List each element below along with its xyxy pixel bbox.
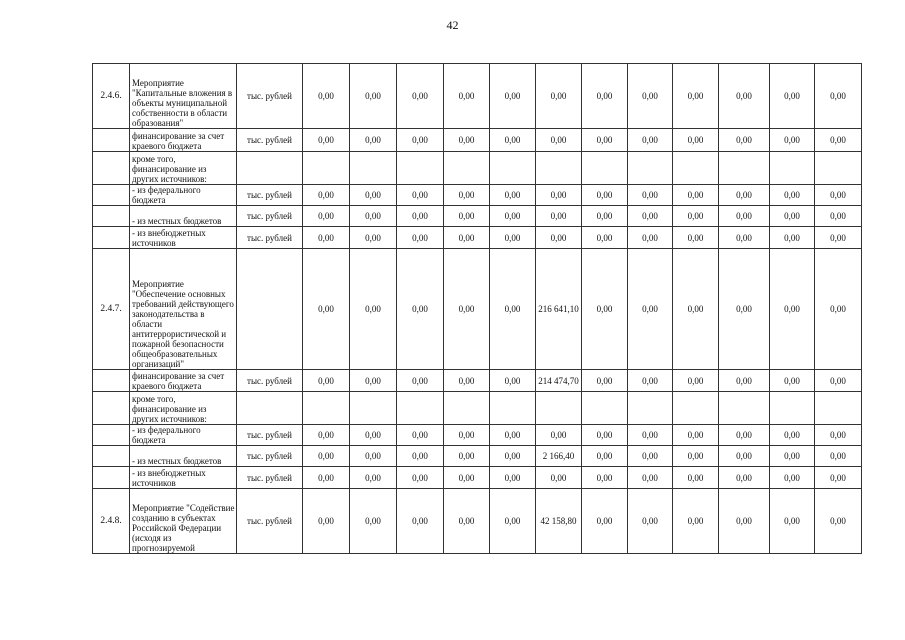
- row-name-cell: Мероприятие "Капитальные вложения в объекты муниципальной собственности в области образования": [130, 64, 237, 129]
- value-cell: 0,00: [490, 129, 536, 152]
- value-cell: 0,00: [397, 467, 444, 489]
- value-cell: 0,00: [444, 249, 490, 370]
- value-cell: 0,00: [673, 446, 719, 467]
- row-name-cell: - из федерального бюджета: [130, 185, 237, 206]
- value-cell: 0,00: [536, 206, 582, 227]
- value-cell: 42 158,80: [536, 489, 582, 554]
- row-name-cell: кроме того, финансирование из других источников:: [130, 152, 237, 185]
- row-unit-cell: тыс. рублей: [237, 227, 303, 249]
- value-cell: [536, 152, 582, 185]
- value-cell: 0,00: [490, 425, 536, 446]
- value-cell: [490, 392, 536, 425]
- value-cell: 0,00: [397, 206, 444, 227]
- value-cell: 0,00: [397, 425, 444, 446]
- value-cell: [303, 152, 350, 185]
- value-cell: 0,00: [303, 467, 350, 489]
- value-cell: 0,00: [582, 129, 628, 152]
- value-cell: 0,00: [490, 227, 536, 249]
- value-cell: 0,00: [815, 489, 862, 554]
- value-cell: 0,00: [582, 370, 628, 392]
- value-cell: 0,00: [582, 206, 628, 227]
- value-cell: 0,00: [628, 206, 673, 227]
- value-cell: 0,00: [303, 425, 350, 446]
- row-name-cell: Мероприятие "Содействие созданию в субъектах Российской Федерации (исходя из прогнозируемой: [130, 489, 237, 554]
- value-cell: 0,00: [303, 489, 350, 554]
- value-cell: 0,00: [815, 370, 862, 392]
- row-name-cell: кроме того, финансирование из других источников:: [130, 392, 237, 425]
- value-cell: [719, 392, 770, 425]
- value-cell: 0,00: [490, 489, 536, 554]
- value-cell: 0,00: [536, 467, 582, 489]
- value-cell: 0,00: [628, 185, 673, 206]
- value-cell: [350, 152, 397, 185]
- row-unit-cell: тыс. рублей: [237, 446, 303, 467]
- value-cell: 0,00: [444, 227, 490, 249]
- row-code-cell: [93, 152, 130, 185]
- row-code-cell: [93, 446, 130, 467]
- value-cell: [444, 392, 490, 425]
- value-cell: 0,00: [770, 185, 815, 206]
- value-cell: 0,00: [303, 370, 350, 392]
- value-cell: 0,00: [770, 227, 815, 249]
- value-cell: 0,00: [582, 227, 628, 249]
- value-cell: [397, 392, 444, 425]
- table-row: [93, 392, 862, 425]
- table-row: [93, 152, 862, 185]
- value-cell: 0,00: [490, 185, 536, 206]
- value-cell: 0,00: [536, 129, 582, 152]
- table-row: [93, 64, 862, 129]
- value-cell: 0,00: [770, 370, 815, 392]
- row-unit-cell: тыс. рублей: [237, 467, 303, 489]
- value-cell: 0,00: [628, 249, 673, 370]
- row-name-cell: - из внебюджетных источников: [130, 227, 237, 249]
- value-cell: 0,00: [628, 446, 673, 467]
- row-unit-cell: тыс. рублей: [237, 129, 303, 152]
- value-cell: [303, 392, 350, 425]
- row-unit-cell: тыс. рублей: [237, 206, 303, 227]
- value-cell: 0,00: [490, 446, 536, 467]
- row-name-cell: Мероприятие "Обеспечение основных требований действующего законодательства в области антитеррористической и пожарной безопасности общеобразовательных организаций": [130, 249, 237, 370]
- value-cell: 0,00: [303, 129, 350, 152]
- value-cell: 0,00: [673, 129, 719, 152]
- value-cell: 0,00: [444, 370, 490, 392]
- value-cell: 0,00: [770, 64, 815, 129]
- value-cell: 0,00: [490, 467, 536, 489]
- value-cell: 0,00: [303, 206, 350, 227]
- value-cell: 0,00: [397, 185, 444, 206]
- value-cell: 0,00: [719, 227, 770, 249]
- value-cell: 0,00: [444, 206, 490, 227]
- row-code-cell: [93, 129, 130, 152]
- value-cell: [815, 392, 862, 425]
- value-cell: [628, 152, 673, 185]
- table-row: [93, 446, 862, 467]
- value-cell: [770, 152, 815, 185]
- row-name-cell: - из федерального бюджета: [130, 425, 237, 446]
- value-cell: 0,00: [303, 64, 350, 129]
- value-cell: 0,00: [397, 489, 444, 554]
- row-code-cell: [93, 185, 130, 206]
- value-cell: [770, 392, 815, 425]
- value-cell: 0,00: [628, 64, 673, 129]
- value-cell: 0,00: [444, 489, 490, 554]
- row-code-cell: [93, 467, 130, 489]
- value-cell: [815, 152, 862, 185]
- value-cell: 0,00: [350, 425, 397, 446]
- value-cell: [719, 152, 770, 185]
- value-cell: 0,00: [397, 64, 444, 129]
- value-cell: 0,00: [536, 64, 582, 129]
- value-cell: 0,00: [815, 129, 862, 152]
- row-unit-cell: тыс. рублей: [237, 370, 303, 392]
- row-unit-cell: тыс. рублей: [237, 185, 303, 206]
- value-cell: 0,00: [770, 467, 815, 489]
- value-cell: 0,00: [628, 370, 673, 392]
- value-cell: 0,00: [350, 370, 397, 392]
- value-cell: 0,00: [350, 467, 397, 489]
- value-cell: 0,00: [444, 467, 490, 489]
- table-row: [93, 206, 862, 227]
- value-cell: 0,00: [628, 489, 673, 554]
- value-cell: [536, 392, 582, 425]
- value-cell: 0,00: [582, 185, 628, 206]
- value-cell: 0,00: [397, 446, 444, 467]
- value-cell: 0,00: [719, 370, 770, 392]
- value-cell: 0,00: [815, 446, 862, 467]
- value-cell: 0,00: [673, 370, 719, 392]
- row-code-cell: 2.4.6.: [93, 64, 130, 129]
- value-cell: 0,00: [582, 425, 628, 446]
- value-cell: [673, 152, 719, 185]
- value-cell: 0,00: [350, 489, 397, 554]
- value-cell: 0,00: [815, 206, 862, 227]
- row-code-cell: [93, 227, 130, 249]
- table-row: [93, 129, 862, 152]
- row-unit-cell: [237, 152, 303, 185]
- row-code-cell: [93, 425, 130, 446]
- budget-table: [92, 63, 862, 554]
- value-cell: 0,00: [719, 64, 770, 129]
- value-cell: [397, 152, 444, 185]
- value-cell: 0,00: [673, 249, 719, 370]
- row-unit-cell: тыс. рублей: [237, 489, 303, 554]
- value-cell: 0,00: [815, 425, 862, 446]
- value-cell: 0,00: [770, 425, 815, 446]
- row-unit-cell: [237, 392, 303, 425]
- table-row: [93, 370, 862, 392]
- value-cell: 0,00: [303, 446, 350, 467]
- row-unit-cell: тыс. рублей: [237, 64, 303, 129]
- value-cell: 0,00: [770, 129, 815, 152]
- value-cell: 0,00: [719, 206, 770, 227]
- row-code-cell: [93, 206, 130, 227]
- row-unit-cell: тыс. рублей: [237, 425, 303, 446]
- value-cell: 0,00: [815, 64, 862, 129]
- value-cell: 0,00: [719, 425, 770, 446]
- value-cell: 0,00: [815, 249, 862, 370]
- value-cell: 0,00: [444, 446, 490, 467]
- value-cell: 0,00: [719, 185, 770, 206]
- value-cell: 0,00: [673, 467, 719, 489]
- value-cell: 0,00: [673, 425, 719, 446]
- table-row: [93, 249, 862, 370]
- value-cell: 0,00: [673, 489, 719, 554]
- value-cell: 0,00: [350, 64, 397, 129]
- value-cell: 0,00: [628, 467, 673, 489]
- value-cell: 0,00: [719, 446, 770, 467]
- value-cell: 0,00: [303, 249, 350, 370]
- table-row: [93, 425, 862, 446]
- value-cell: 0,00: [350, 206, 397, 227]
- value-cell: 0,00: [673, 64, 719, 129]
- table-body: [93, 64, 862, 554]
- value-cell: 0,00: [536, 425, 582, 446]
- row-code-cell: 2.4.7.: [93, 249, 130, 370]
- value-cell: 0,00: [536, 185, 582, 206]
- table-row: [93, 185, 862, 206]
- value-cell: 0,00: [770, 206, 815, 227]
- value-cell: 2 166,40: [536, 446, 582, 467]
- row-name-cell: - из местных бюджетов: [130, 206, 237, 227]
- value-cell: 0,00: [582, 489, 628, 554]
- value-cell: 0,00: [582, 249, 628, 370]
- value-cell: [582, 392, 628, 425]
- value-cell: 0,00: [673, 227, 719, 249]
- value-cell: 0,00: [397, 249, 444, 370]
- table-row: [93, 489, 862, 554]
- table-row: [93, 467, 862, 489]
- value-cell: 0,00: [397, 129, 444, 152]
- value-cell: [350, 392, 397, 425]
- value-cell: 0,00: [582, 467, 628, 489]
- value-cell: 0,00: [815, 185, 862, 206]
- value-cell: 0,00: [719, 489, 770, 554]
- value-cell: 216 641,10: [536, 249, 582, 370]
- value-cell: 0,00: [303, 185, 350, 206]
- value-cell: 0,00: [770, 446, 815, 467]
- value-cell: 0,00: [444, 425, 490, 446]
- value-cell: 0,00: [628, 425, 673, 446]
- value-cell: 0,00: [719, 467, 770, 489]
- value-cell: 0,00: [719, 129, 770, 152]
- row-name-cell: - из местных бюджетов: [130, 446, 237, 467]
- value-cell: 0,00: [815, 467, 862, 489]
- value-cell: 0,00: [490, 64, 536, 129]
- value-cell: 0,00: [350, 446, 397, 467]
- value-cell: [490, 152, 536, 185]
- value-cell: 0,00: [582, 446, 628, 467]
- table-row: [93, 227, 862, 249]
- value-cell: 0,00: [350, 185, 397, 206]
- row-unit-cell: [237, 249, 303, 370]
- row-code-cell: [93, 370, 130, 392]
- row-name-cell: финансирование за счет краевого бюджета: [130, 129, 237, 152]
- value-cell: 0,00: [350, 227, 397, 249]
- value-cell: 0,00: [490, 206, 536, 227]
- row-code-cell: 2.4.8.: [93, 489, 130, 554]
- value-cell: 0,00: [490, 249, 536, 370]
- value-cell: 0,00: [673, 206, 719, 227]
- value-cell: 0,00: [673, 185, 719, 206]
- value-cell: 0,00: [350, 249, 397, 370]
- row-name-cell: - из внебюджетных источников: [130, 467, 237, 489]
- value-cell: 0,00: [397, 227, 444, 249]
- value-cell: 0,00: [444, 185, 490, 206]
- value-cell: 0,00: [582, 64, 628, 129]
- row-name-cell: финансирование за счет краевого бюджета: [130, 370, 237, 392]
- value-cell: [582, 152, 628, 185]
- value-cell: [444, 152, 490, 185]
- value-cell: 0,00: [770, 249, 815, 370]
- value-cell: 0,00: [350, 129, 397, 152]
- value-cell: 0,00: [303, 227, 350, 249]
- value-cell: 0,00: [628, 227, 673, 249]
- value-cell: 0,00: [536, 227, 582, 249]
- value-cell: 0,00: [490, 370, 536, 392]
- value-cell: [628, 392, 673, 425]
- value-cell: 0,00: [770, 489, 815, 554]
- value-cell: 0,00: [628, 129, 673, 152]
- value-cell: 0,00: [815, 227, 862, 249]
- value-cell: 0,00: [719, 249, 770, 370]
- value-cell: [673, 392, 719, 425]
- page-number: 42: [446, 18, 459, 32]
- value-cell: 0,00: [444, 129, 490, 152]
- value-cell: 0,00: [397, 370, 444, 392]
- value-cell: 0,00: [444, 64, 490, 129]
- value-cell: 214 474,70: [536, 370, 582, 392]
- row-code-cell: [93, 392, 130, 425]
